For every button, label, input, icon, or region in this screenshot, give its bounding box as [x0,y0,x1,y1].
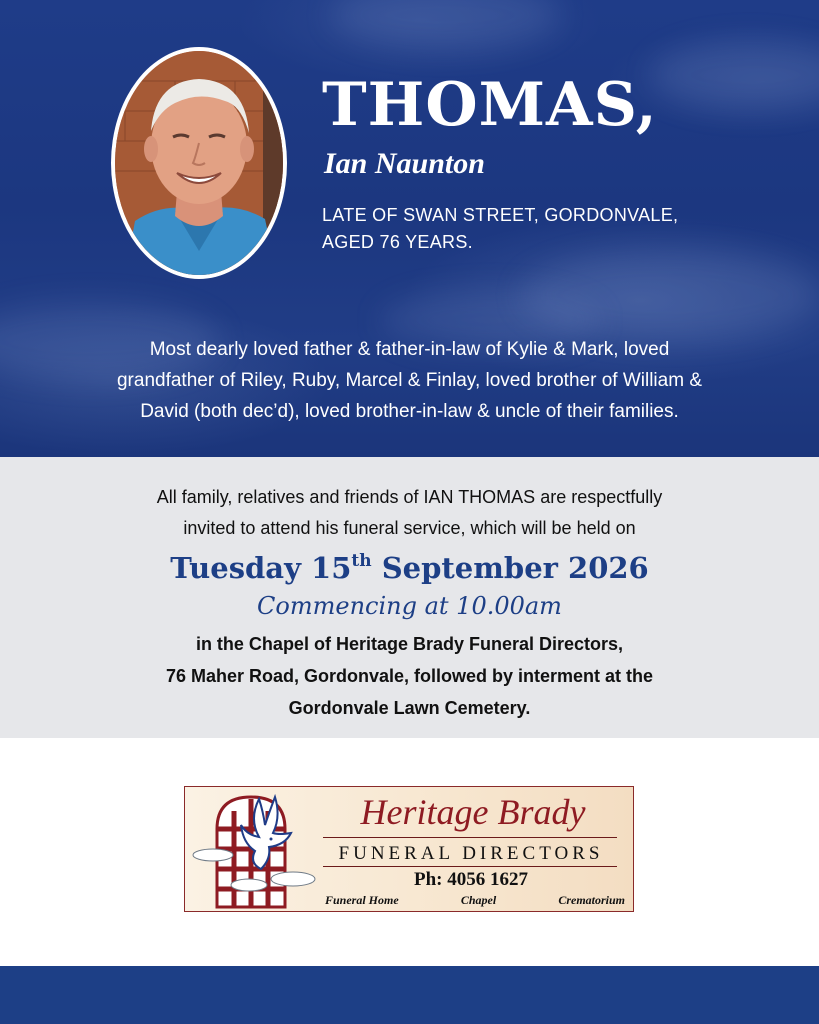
residence-and-age [322,202,762,256]
venue-line: in the Chapel of Heritage Brady Funeral Directors, [195,634,624,654]
logo-divider [323,866,617,867]
venue-line: Gordonvale Lawn Cemetery. [288,698,531,718]
invitation-line: invited to attend his funeral service, which will be held on [183,518,636,538]
logo-service-item: Chapel [460,893,497,907]
age-line: AGED 76 YEARS. [322,232,473,252]
service-date-suffix: th [351,551,372,571]
cloud-decoration [330,0,560,50]
logo-subtitle: FUNERAL DIRECTORS [338,843,604,864]
service-details [0,457,819,738]
portrait-frame [111,47,287,279]
deceased-surname: THOMAS, [322,70,658,140]
tribute-line: David (both dec’d), loved brother-in-law & uncle of their families. [140,401,679,422]
venue-line: 76 Maher Road, Gordonvale, followed by interment at the [165,666,654,686]
portrait-photo [115,51,283,275]
service-time: Commencing at 10.00am [257,592,562,620]
family-tribute [20,334,799,427]
service-date-day: Tuesday 15 [170,551,352,585]
logo-service-item: Crematorium [558,893,625,907]
tribute-line: Most dearly loved father & father-in-law of Kylie & Mark, loved [149,339,670,360]
service-date [0,548,819,588]
logo-service-item: Funeral Home [325,893,399,907]
logo-divider [323,837,617,838]
logo-phone: Ph: 4056 1627 [414,869,528,890]
portrait-illustration [115,51,283,275]
funeral-director-logo [184,786,634,912]
service-date-month-year: September 2026 [371,551,649,585]
invitation-text [0,482,819,544]
cloud-decoration [650,40,819,110]
residence-line: LATE OF SWAN STREET, GORDONVALE, [322,205,679,225]
logo-services [325,893,625,907]
invitation-line: All family, relatives and friends of IAN THOMAS are respectfully [156,487,663,507]
deceased-given-names: Ian Naunton [324,147,485,180]
chapel-window-dove-icon [189,789,323,909]
notice-header [0,0,819,457]
logo-business-name: Heritage Brady [360,792,586,832]
footer-band [0,966,819,1024]
tribute-line: grandfather of Riley, Ruby, Marcel & Finlay, loved brother of William & [116,370,702,391]
service-venue [0,628,819,724]
